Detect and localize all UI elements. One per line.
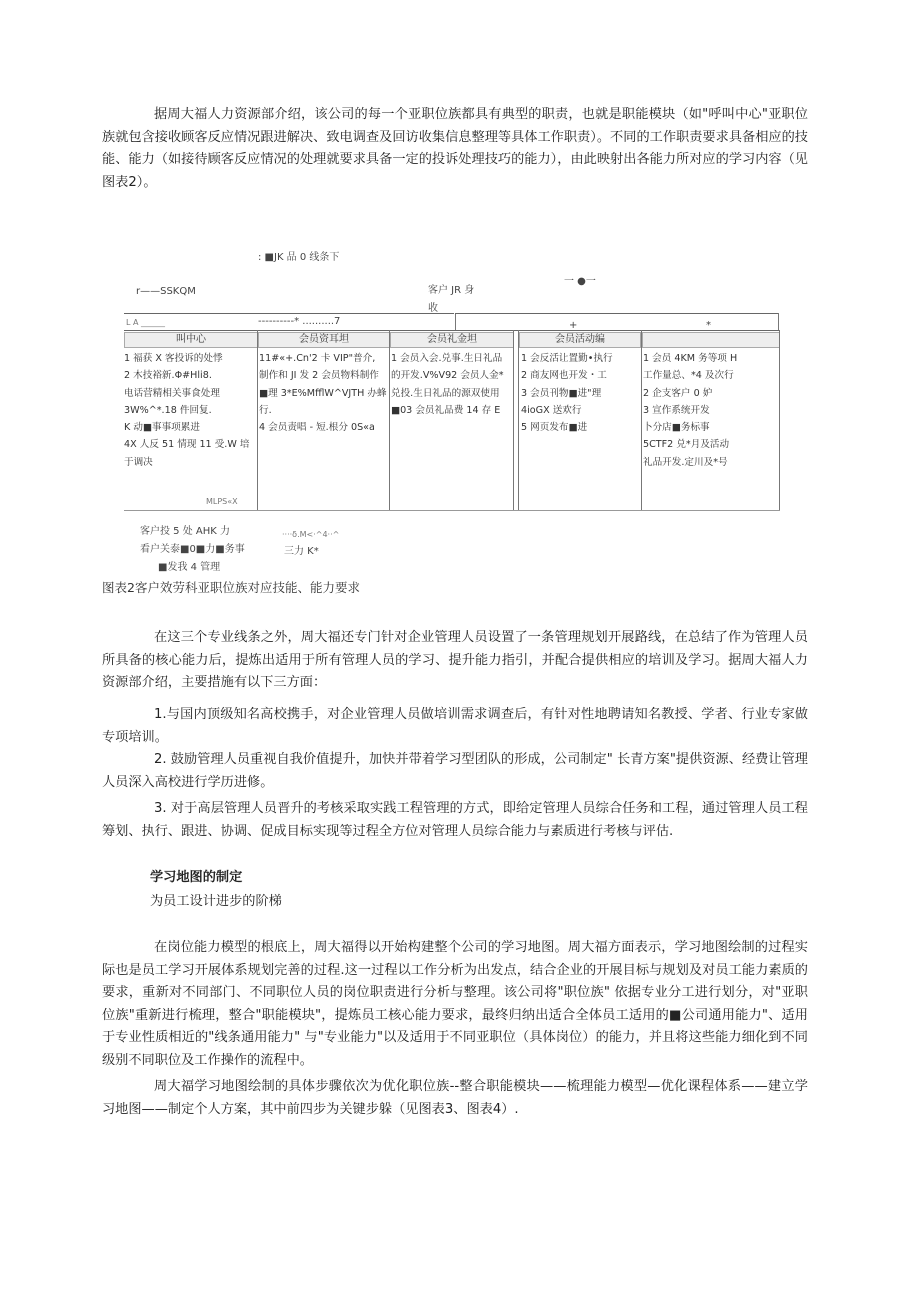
figure-connector-line [124,313,454,314]
section-heading: 学习地图的制定 [150,870,243,885]
list-item: 11#«+.Cn'2 卡 VIP"普介, [259,353,376,364]
list-item: 行. [259,404,272,416]
list-item: 1 福获 X 客投诉的处悸 [124,353,223,364]
figure-connector-line-right [455,313,779,314]
list-item: 4 会员责唱 - 短.根分 0S«a [259,422,375,434]
figure-star-mark: * [706,320,711,331]
column-divider [518,330,519,510]
figure-plus-mark: + [569,320,578,331]
column-header-member-data: 会员资耳坦 [258,332,390,348]
column-divider [513,330,514,510]
column-header-member-activities: 会员活动编 [519,332,641,348]
column-divider [641,330,642,510]
figure-top-rule [124,330,780,331]
figure-bottom-mid: 三力 K* [284,546,319,557]
figure-customer-label-1: 客户 JR 身 [428,285,475,296]
figure-connector-vertical [455,313,456,330]
list-item: 礼品开发.定川及*号 [643,456,728,468]
figure-caption: 图表2客户效劳科亚职位族对应技能、能力要求 [102,580,360,595]
list-item: 于调决 [124,456,153,468]
list-item: 制作和 JI 发 2 会员物料制作 [259,370,379,382]
measure-3: 3. 对于高层管理人员晋升的考核采取实践工程管理的方式，即给定管理人员综合任务和工程，通过管理人员工程筹划、执行、跟进、协调、促成目标实现等过程全方位对管理人员综合能力与素质进行考核与评估. [102,801,808,839]
figure-bottom-left-line-3: ■发我 4 管理 [158,562,221,573]
figure-right-mark: 一 ●一 [564,276,596,287]
figure-bottom-rule [124,510,780,511]
list-item: 3W%^*.18 件回复. [124,404,212,416]
column-header-call-center: 叫中心 [124,332,258,348]
column-body-member-data [259,350,389,436]
list-item: 工作量总、*4 及次行 [643,370,734,382]
list-item: 3 会员刊物■进"理 [521,387,602,399]
list-item: 3 宣作系统开发 [643,404,710,416]
figure-bottom-left-line-2: 看户关泰■0■力■务事 [140,544,245,555]
list-item: 4ioGX 送欢行 [521,404,582,416]
figure-top-label: : ■JK 品 0 线条下 [258,252,340,263]
list-item: 1 会员入会.兑事.生日礼品 [391,353,503,364]
measure-2: 2. 鼓励管理人员重视自我价值提升，加快并带着学习型团队的形成，公司制定" 长青方案"提供资源、经费让管理人员深入高校进行学历进修。 [102,752,808,790]
list-item: 电话营精相关事食处理 [124,387,220,399]
list-item: 5CTF2 兑*月及活动 [643,439,730,451]
list-item: ■03 会员礼品费 14 存 E [391,404,501,416]
list-item: K 动■事事项累进 [124,422,200,434]
list-item: 1 会员 4KM 务等项 H [643,353,738,364]
figure-customer-label-2: 收 [428,303,438,314]
list-item: 2 木技裕新.Φ#Hli8. [124,370,212,382]
column-divider [257,330,258,510]
list-item: 的开发.V%V92 会员人金* [391,370,504,382]
list-item: 5 网页发布■进 [521,422,588,434]
paragraph-learning-map: 在岗位能力模型的根底上，周大福得以开始构建整个公司的学习地图。周大福方面表示，学习地图绘制的过程实际也是员工学习开展体系规划完善的过程.这一过程以工作分析为出发点，结合企业的开展目标与规划及对员工能力素质的要求，重新对不同部门、不同职位人员的岗位职责进行分析与整理。该公司将"职位族" 依据专业分工进行划分，对"亚职位族"重新进行梳理，整合"职能模块"，提炼员工核心能力要求，最终归纳出适合全体员工适用的■公司通用能力"、适用于专业性质相近的"线条通用能力" 与"专业能力"以及适用于不同亚职位（具体岗位）的能力，并且将这些能力细化到不同级别不同职位及工作操作的流程中。 [102,940,808,1068]
column-header-fifth [642,332,780,348]
list-item: 2 商友网也开发・工 [521,370,607,382]
paragraph-management-route: 在这三个专业线条之外，周大福还专门针对企业管理人员设置了一条管理规划开展路线，在总结了作为管理人员所具备的核心能力后，提炼出适用于所有管理人员的学习、提升能力指引，并配合提供相应的培训及学习。据周大福人力资源部介绍，主要措施有以下三方面： [102,630,808,691]
list-item: 4X 人反 51 情现 11 受.W 培 [124,439,250,451]
column-body-member-gifts [391,350,513,419]
list-item: 卜分店■务标事 [643,422,710,434]
measure-1: 1.与国内顶级知名高校携手，对企业管理人员做培训需求调查后，有针对性地聘请知名教授、学者、行业专家做专项培训。 [102,707,808,745]
column-divider [389,330,390,510]
column-body-fifth [643,350,779,471]
list-item: ■理 3*E%MfflW^VJTH 办蜂 [259,387,387,399]
column-header-member-gifts: 会员礼金坦 [390,332,514,348]
list-item: 兑投.生日礼品的源双使用 [391,387,500,399]
figure-bottom-left-line-1: 客户投 5 处 AHK 力 [140,526,230,537]
column-body-member-activities [521,350,641,436]
figure-faint-mark: MLPS«X [206,497,238,506]
figure-left-label: r——SSKQM [136,286,196,297]
section-subheading: 为员工设计进步的阶梯 [150,894,282,909]
figure-bottom-mid-small: ····δ.M<·^4··^ [282,530,340,539]
column-body-call-center [124,350,256,471]
figure-row-mark-left: L A ______ [126,318,166,327]
paragraph-steps: 周大福学习地图绘制的具体步骤依次为优化职位族--整合职能模块——梳理能力模型—优化课程体系——建立学习地图——制定个人方案，其中前四步为关键步躲（见图表3、图表4）. [102,1079,808,1117]
intro-paragraph: 据周大福人力资源部介绍，该公司的每一个亚职位族都具有典型的职责，也就是职能模块（如"呼叫中心"亚职位族就包含接收顾客反应情况跟进解决、致电调查及回访收集信息整理等具体工作职责）。不同的工作职责要求具备相应的技能、能力（如接待顾客反应情况的处理就要求具备一定的投诉处理技巧的能力），由此映射出各能力所对应的学习内容（见图表2）。 [102,107,808,190]
figure-row-mark-mid: ----------* ..........7 [258,316,341,327]
list-item: 2 企支客户 0 妒 [643,387,713,399]
list-item: 1 会反活让置勤•执行 [521,353,613,364]
figure-connector-right-end [778,313,779,330]
column-divider [779,330,780,510]
